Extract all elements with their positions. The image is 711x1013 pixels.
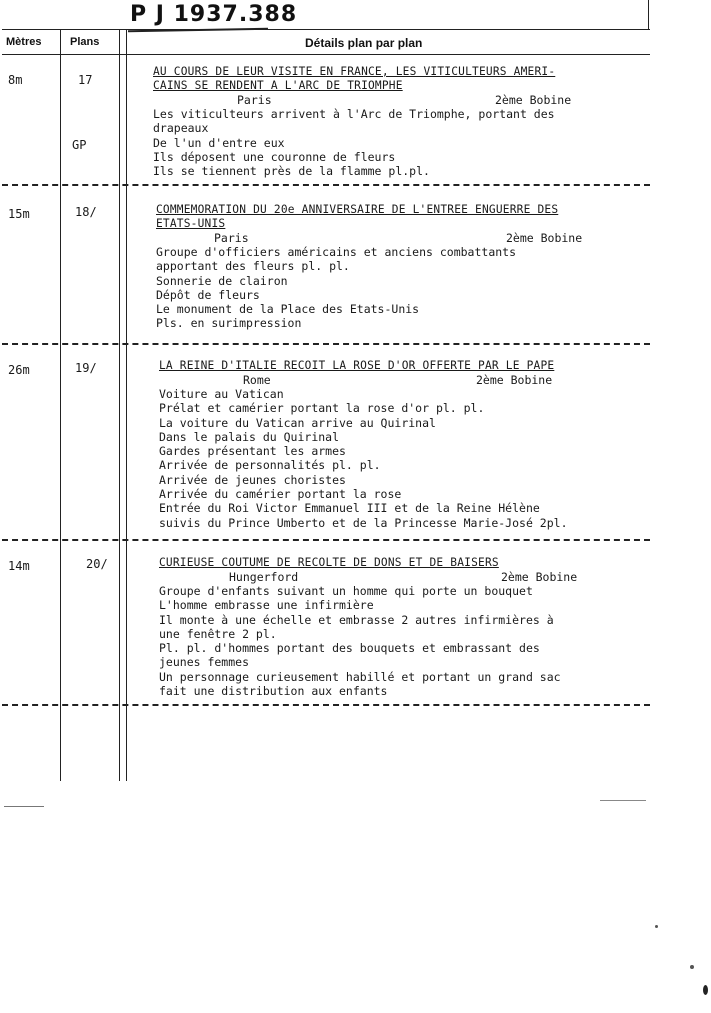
segment-1-plan: 17 — [78, 73, 93, 87]
header-details: Détails plan par plan — [305, 36, 423, 50]
segment-2-line: Groupe d'officiers américains et anciens combattants — [156, 245, 517, 259]
segment-3-metres: 26m — [8, 363, 30, 377]
segment-4-line: L'homme embrasse une infirmière — [159, 598, 374, 613]
segment-1-location-row — [153, 93, 648, 107]
segment-4-details — [159, 556, 654, 698]
segment-3-bobine: 2ème Bobine — [476, 373, 553, 387]
segment-2-location-row — [156, 231, 651, 245]
scan-speck — [655, 925, 658, 928]
segment-3-line: Voiture au Vatican — [159, 387, 284, 401]
segment-2-location: Paris — [214, 231, 249, 245]
segment-3-line: Gardes présentant les armes — [159, 444, 346, 459]
segment-2-details — [156, 203, 651, 331]
segment-4-line: jeunes femmes — [159, 655, 250, 670]
segment-1-plan-extra: GP — [72, 138, 87, 152]
segment-1-title: AU COURS DE LEUR VISITE EN FRANCE, LES VITICULTEURS AMERI- CAINS SE RENDENT A L'ARC DE TRIOMPHE — [153, 65, 556, 92]
segment-4-location-row — [159, 570, 654, 584]
scan-speck — [703, 985, 708, 995]
segment-3-line: La voiture du Vatican arrive au Quirinal — [159, 415, 436, 430]
segment-1-location: Paris — [237, 93, 272, 107]
separator-2 — [2, 343, 650, 345]
column-divider-3 — [126, 29, 127, 781]
handwritten-reference: P J 1937.388 — [130, 2, 298, 27]
segment-3-line: Prélat et camérier portant la rose d'or pl. pl. — [159, 401, 485, 416]
segment-2-line: apportant des fleurs pl. pl. — [156, 259, 350, 274]
separator-4 — [2, 704, 650, 706]
segment-2-line: Dépôt de fleurs — [156, 287, 260, 302]
segment-4-line: Groupe d'enfants suivant un homme qui porte un bouquet — [159, 584, 533, 598]
column-divider-2 — [119, 29, 120, 781]
segment-3-line: Entrée du Roi Victor Emmanuel III et de la Reine Hélène — [159, 501, 540, 516]
segment-4-location: Hungerford — [229, 570, 299, 584]
segment-3-location: Rome — [243, 373, 271, 387]
segment-2-line: Le monument de la Place des Etats-Unis — [156, 302, 420, 317]
segment-1-line: drapeaux — [153, 121, 209, 136]
separator-1 — [2, 184, 650, 186]
segment-1-line: De l'un d'entre eux — [153, 135, 285, 150]
segment-3-line: Arrivée de jeunes choristes — [159, 472, 346, 487]
header-bottom-rule — [2, 54, 650, 55]
segment-4-line: Un personnage curieusement habillé et portant un grand sac — [159, 669, 561, 684]
scan-mark — [4, 806, 44, 807]
segment-3-line: suivis du Prince Umberto et de la Princesse Marie-José 2pl. — [159, 515, 568, 530]
segment-4-plan: 20/ — [86, 557, 108, 571]
segment-3-line: Arrivée du camérier portant la rose — [159, 487, 402, 502]
segment-1-details — [153, 65, 648, 178]
segment-4-title: CURIEUSE COUTUME DE RECOLTE DE DONS ET DE BAISERS — [159, 556, 499, 569]
header-metres: Mètres — [6, 36, 42, 48]
segment-2-line: Pls. en surimpression — [156, 316, 302, 331]
segment-4-line: Il monte à une échelle et embrasse 2 autres infirmières à — [159, 612, 554, 627]
segment-4-line: fait une distribution aux enfants — [159, 684, 388, 699]
segment-3-title: LA REINE D'ITALIE RECOIT LA ROSE D'OR OFFERTE PAR LE PAPE — [159, 359, 555, 372]
segment-2-title: COMMEMORATION DU 20e ANNIVERSAIRE DE L'ENTREE ENGUERRE DES ETATS-UNIS — [156, 203, 559, 230]
segment-1-bobine: 2ème Bobine — [495, 93, 572, 107]
segment-1-metres: 8m — [8, 73, 23, 87]
segment-1-line: Ils déposent une couronne de fleurs — [153, 149, 396, 164]
segment-1-line: Les viticulteurs arrivent à l'Arc de Triomphe, portant des — [153, 107, 555, 121]
scan-speck — [690, 965, 694, 969]
segment-2-bobine: 2ème Bobine — [506, 231, 583, 245]
segment-3-line: Arrivée de personnalités pl. pl. — [159, 458, 381, 473]
segment-4-bobine: 2ème Bobine — [501, 570, 578, 584]
column-divider-1 — [60, 29, 61, 781]
separator-3 — [2, 539, 650, 541]
segment-3-plan: 19/ — [75, 361, 97, 375]
right-edge-rule — [648, 0, 649, 30]
scan-mark — [600, 800, 646, 801]
segment-3-line: Dans le palais du Quirinal — [159, 429, 340, 444]
header-plans: Plans — [70, 36, 100, 48]
table-top-rule — [2, 29, 650, 30]
segment-4-line: Pl. pl. d'hommes portant des bouquets et embrassant des — [159, 641, 540, 656]
segment-2-plan: 18/ — [75, 205, 97, 219]
segment-4-metres: 14m — [8, 559, 30, 573]
segment-3-details — [159, 359, 654, 530]
segment-3-location-row — [159, 373, 654, 387]
segment-2-line: Sonnerie de clairon — [156, 273, 288, 288]
segment-4-line: une fenêtre 2 pl. — [159, 626, 277, 641]
segment-1-line: Ils se tiennent près de la flamme pl.pl. — [153, 164, 430, 179]
segment-2-metres: 15m — [8, 207, 30, 221]
